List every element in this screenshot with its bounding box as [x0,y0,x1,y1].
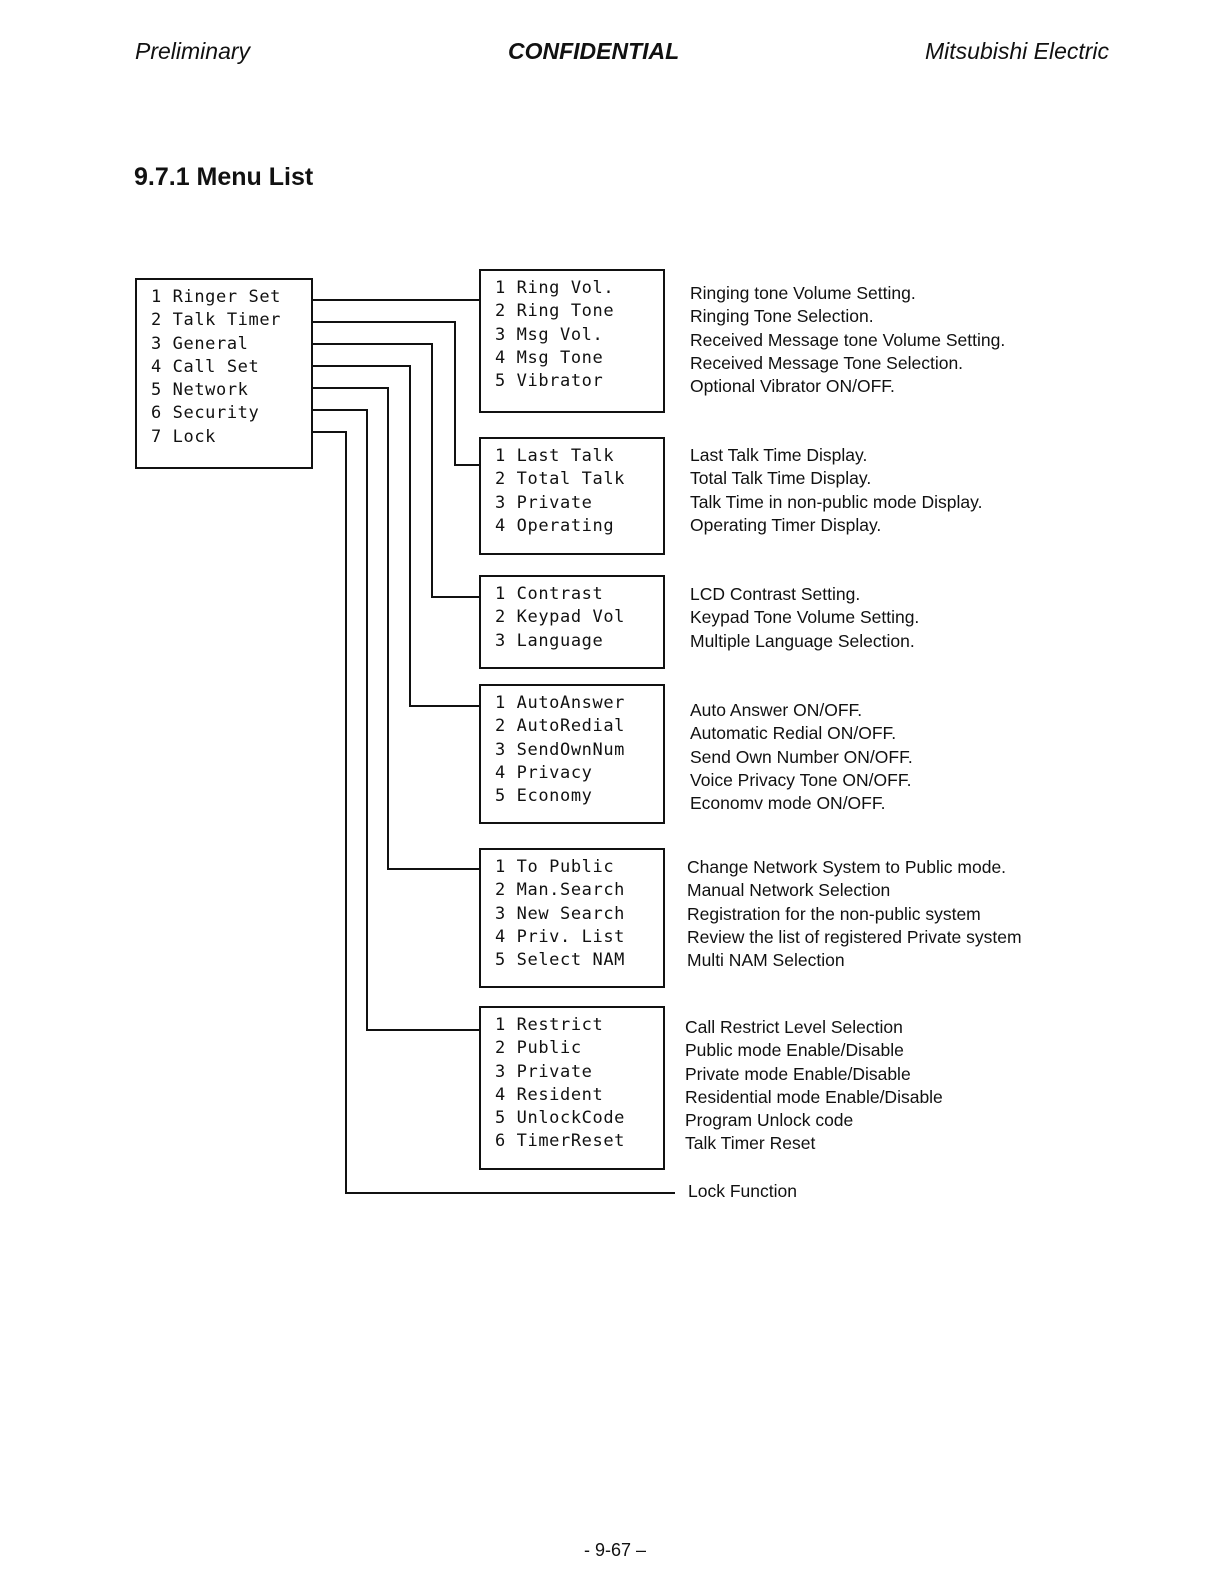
submenu-item: 2 Man.Search [495,880,626,901]
connector-security [312,410,480,1030]
submenu-item: 6 TimerReset [495,1131,626,1152]
submenu-item: 1 Ring Vol. [495,278,615,298]
main-menu-item-network: 5 Network [151,380,249,401]
description-line: Ringing tone Volume Setting. [690,283,916,303]
submenu-item: 2 AutoRedial [495,716,626,737]
description-line: Manual Network Selection [687,880,891,901]
lock-function-description: Lock Function [688,1181,797,1201]
main-menu-item-talk-timer: 2 Talk Timer [151,310,282,331]
page-number: - 9-67 – [584,1540,647,1560]
submenu-item: 5 Vibrator [495,371,604,392]
description-line: Private mode Enable/Disable [685,1063,911,1084]
description-line: Multiple Language Selection. [690,630,915,651]
header-confidential: CONFIDENTIAL [508,38,680,64]
description-line: Program Unlock code [685,1110,854,1131]
description-line: Talk Time in non-public mode Display. [690,491,983,512]
description-line: Operating Timer Display. [690,514,882,535]
submenu-item: 4 Operating [495,515,615,536]
submenu-item: 1 Contrast [495,584,604,604]
description-line: Call Restrict Level Selection [685,1017,903,1037]
descriptions-ringer-set [690,282,1005,398]
description-line: Optional Vibrator ON/OFF. [690,376,895,397]
section-title: 9.7.1 Menu List [134,163,314,191]
submenu-item: 3 New Search [495,903,626,924]
main-menu-item-lock: 7 Lock [151,426,217,447]
submenu-item: 3 SendOwnNum [495,739,626,760]
description-line: Residential mode Enable/Disable [685,1086,943,1107]
main-menu-box [135,278,313,469]
descriptions-network [687,856,1022,972]
main-menu-item-call-set: 4 Call Set [151,356,260,377]
submenu-item: 5 UnlockCode [495,1108,626,1129]
description-line: Total Talk Time Display. [690,468,872,489]
submenu-network [479,848,665,988]
description-line: Last Talk Time Display. [690,445,868,465]
submenu-item: 5 Select NAM [495,950,626,971]
submenu-call-set [479,684,665,824]
header-company: Mitsubishi Electric [925,38,1110,64]
description-line: Public mode Enable/Disable [685,1040,904,1061]
main-menu-item-general: 3 General [151,333,249,354]
submenu-security [479,1006,665,1170]
submenu-item: 3 Language [495,630,604,651]
description-line: Talk Timer Reset [685,1133,816,1154]
submenu-item: 3 Private [495,1061,593,1082]
submenu-item: 1 Last Talk [495,446,615,466]
submenu-item: 2 Ring Tone [495,301,615,322]
submenu-general [479,575,665,669]
submenu-item: 4 Resident [495,1084,604,1105]
descriptions-talk-timer [690,444,982,537]
description-line: Received Message tone Volume Setting. [690,329,1006,350]
submenu-item: 4 Privacy [495,762,593,783]
description-line: Change Network System to Public mode. [687,857,1007,877]
submenu-item: 4 Msg Tone [495,347,604,368]
submenu-item: 1 AutoAnswer [495,693,626,713]
main-menu-item-security: 6 Security [151,403,260,424]
submenu-item: 1 To Public [495,857,615,877]
description-line: Automatic Redial ON/OFF. [690,723,897,744]
submenu-item: 2 Public [495,1038,582,1059]
submenu-item: 3 Private [495,492,593,513]
header-preliminary: Preliminary [135,38,251,64]
description-line: Multi NAM Selection [687,950,845,971]
submenu-ringer-set [479,269,665,413]
description-line: Ringing Tone Selection. [690,306,874,327]
description-line: Received Message Tone Selection. [690,352,964,373]
description-line: Registration for the non-public system [687,903,981,924]
description-line: Send Own Number ON/OFF. [690,746,913,767]
submenu-item: 2 Keypad Vol [495,607,626,628]
submenu-item: 3 Msg Vol. [495,324,604,345]
submenu-item: 4 Priv. List [495,926,626,947]
description-line: Review the list of registered Private system [687,926,1022,947]
submenu-item: 2 Total Talk [495,469,626,490]
submenu-talk-timer [479,437,665,555]
descriptions-security [685,1016,943,1156]
description-line: Economv mode ON/OFF. [690,793,886,814]
submenu-item: 5 Economy [495,786,593,807]
description-line: LCD Contrast Setting. [690,584,861,604]
main-menu-item-ringer-set: 1 Ringer Set [151,287,282,307]
description-line: Keypad Tone Volume Setting. [690,607,920,628]
descriptions-general [690,583,919,653]
submenu-item: 1 Restrict [495,1015,604,1035]
descriptions-call-set [690,699,913,815]
description-line: Auto Answer ON/OFF. [690,700,863,720]
description-line: Voice Privacy Tone ON/OFF. [690,769,912,790]
